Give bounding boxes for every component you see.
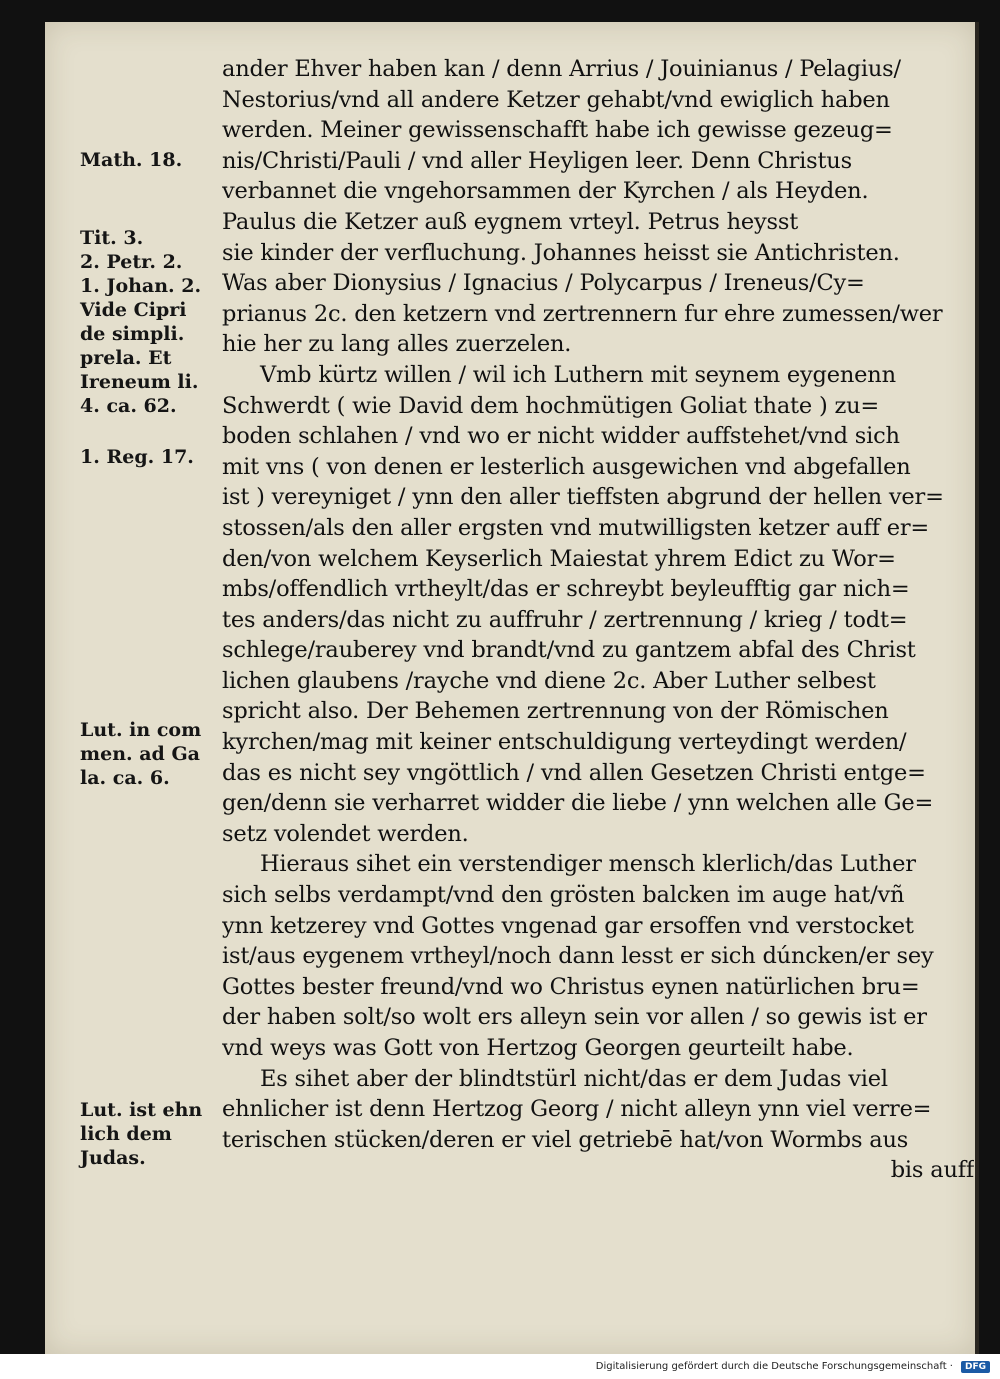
text-line: werden. Meiner gewissenschafft habe ich gewisse gezeug= [222, 117, 893, 144]
text-line: ander Ehver haben kan / denn Arrius / Jouinianus / Pelagius/ [222, 56, 901, 82]
margin-note-line: de simpli. [80, 323, 185, 345]
text-line: Hieraus sihet ein verstendiger mensch klerlich/das Luther [260, 851, 916, 878]
margin-note-math [80, 148, 210, 172]
text-line: Gottes bester freund/vnd wo Christus eynen natürlichen bru= [222, 973, 920, 1000]
text-line: den/von welchem Keyserlich Maiestat yhrem Edict zu Wor= [222, 545, 896, 572]
catchword: bis auff [890, 1157, 974, 1184]
text-line: tes anders/das nicht zu auffruhr / zertrennung / krieg / todt= [222, 606, 908, 633]
text-line: sie kinder der verfluchung. Johannes heisst sie Antichristen. [222, 239, 900, 266]
text-line: ist/aus eygenem vrtheyl/noch dann lesst er sich dúncken/er sey [222, 943, 934, 970]
margin-note-line: Lut. in com [80, 719, 202, 741]
text-line: gen/denn sie verharret widder die liebe / ynn welchen alle Ge= [222, 790, 934, 817]
text-line: Nestorius/vnd all andere Ketzer gehabt/vnd ewiglich haben [222, 86, 890, 113]
margin-note-line: 1. Johan. 2. [80, 275, 202, 297]
text-line: lichen glaubens /rayche vnd diene 2c. Aber Luther selbest [222, 667, 876, 694]
footer-credit-bar [0, 1354, 1000, 1379]
text-line: Paulus die Ketzer auß eygnem vrteyl. Petrus heysst [222, 208, 799, 235]
text-line: sich selbs verdampt/vnd den grösten balcken im auge hat/vñ [222, 882, 905, 909]
text-line: boden schlahen / vnd wo er nicht widder auffstehet/vnd sich [222, 423, 900, 450]
dfg-logo: DFG [961, 1361, 990, 1373]
text-line: der haben solt/so wolt ers alleyn sein vor allen / so gewis ist er [222, 1004, 927, 1031]
text-line: mit vns ( von denen er lesterlich ausgewichen vnd abgefallen [222, 453, 911, 480]
text-line: nis/Christi/Pauli / vnd aller Heyligen leer. Denn Christus [222, 147, 852, 174]
page-edge [975, 22, 979, 1354]
margin-note-references [80, 226, 210, 418]
text-line: spricht also. Der Behemen zertrennung von der Römischen [222, 698, 889, 725]
text-line: hie her zu lang alles zuerzelen. [222, 331, 572, 358]
margin-note-line: 1. Reg. 17. [80, 446, 194, 468]
text-line: mbs/offendlich vrtheylt/das er schreybt beyleufftig gar nich= [222, 576, 910, 603]
margin-note-line: Lut. ist ehn [80, 1099, 203, 1121]
margin-note-line: Math. 18. [80, 149, 183, 171]
text-line: prianus 2c. den ketzern vnd zertrennern fur ehre zumessen/wer [222, 300, 943, 327]
text-line: verbannet die vngehorsammen der Kyrchen / als Heyden. [222, 178, 869, 205]
text-line: das es nicht sey vngöttlich / vnd allen Gesetzen Christi entge= [222, 759, 926, 786]
margin-note-line: lich dem [80, 1123, 172, 1145]
text-line: vnd weys was Gott von Hertzog Georgen geurteilt habe. [222, 1035, 854, 1061]
margin-note-line: Judas. [80, 1147, 146, 1169]
text-line: schlege/rauberey vnd brandt/vnd zu gantzem abfal des Christ [222, 637, 916, 664]
margin-note-line: 2. Petr. 2. [80, 251, 183, 273]
margin-note-luther-commentary [80, 718, 210, 790]
text-line: setz volendet werden. [222, 820, 469, 847]
text-line: Es sihet aber der blindtstürl nicht/das er dem Judas viel [260, 1065, 888, 1092]
text-line: stossen/als den aller ergsten vnd mutwilligsten ketzer auff er= [222, 514, 930, 541]
text-line: terischen stücken/deren er viel getriebē hat/von Wormbs aus [222, 1126, 909, 1153]
margin-note-line: 4. ca. 62. [80, 395, 177, 417]
text-line: Vmb kürtz willen / wil ich Luthern mit seynem eygenenn [260, 361, 896, 388]
text-line: ist ) vereyniget / ynn den aller tieffsten abgrund der hellen ver= [222, 484, 944, 511]
margin-note-luther-judas [80, 1098, 210, 1170]
margin-note-line: men. ad Ga [80, 743, 200, 765]
margin-note-line: prela. Et [80, 347, 172, 369]
text-line: Schwerdt ( wie David dem hochmütigen Goliat thate ) zu= [222, 392, 880, 419]
margin-note-line: Ireneum li. [80, 371, 199, 393]
margin-note-line: Tit. 3. [80, 227, 144, 249]
margin-note-line: Vide Cipri [80, 299, 187, 321]
footer-credit-text: Digitalisierung gefördert durch die Deutsche Forschungsgemeinschaft · [595, 1361, 953, 1372]
text-line: ehnlicher ist denn Hertzog Georg / nicht alleyn ynn viel verre= [222, 1096, 932, 1123]
margin-note-reg [80, 445, 210, 469]
text-line: ynn ketzerey vnd Gottes vngenad gar ersoffen vnd verstocket [222, 912, 914, 939]
text-line: Was aber Dionysius / Ignacius / Polycarpus / Ireneus/Cy= [222, 270, 865, 297]
margin-note-line: la. ca. 6. [80, 767, 170, 789]
text-line: kyrchen/mag mit keiner entschuldigung verteydingt werden/ [222, 729, 907, 756]
main-text [222, 54, 974, 1186]
